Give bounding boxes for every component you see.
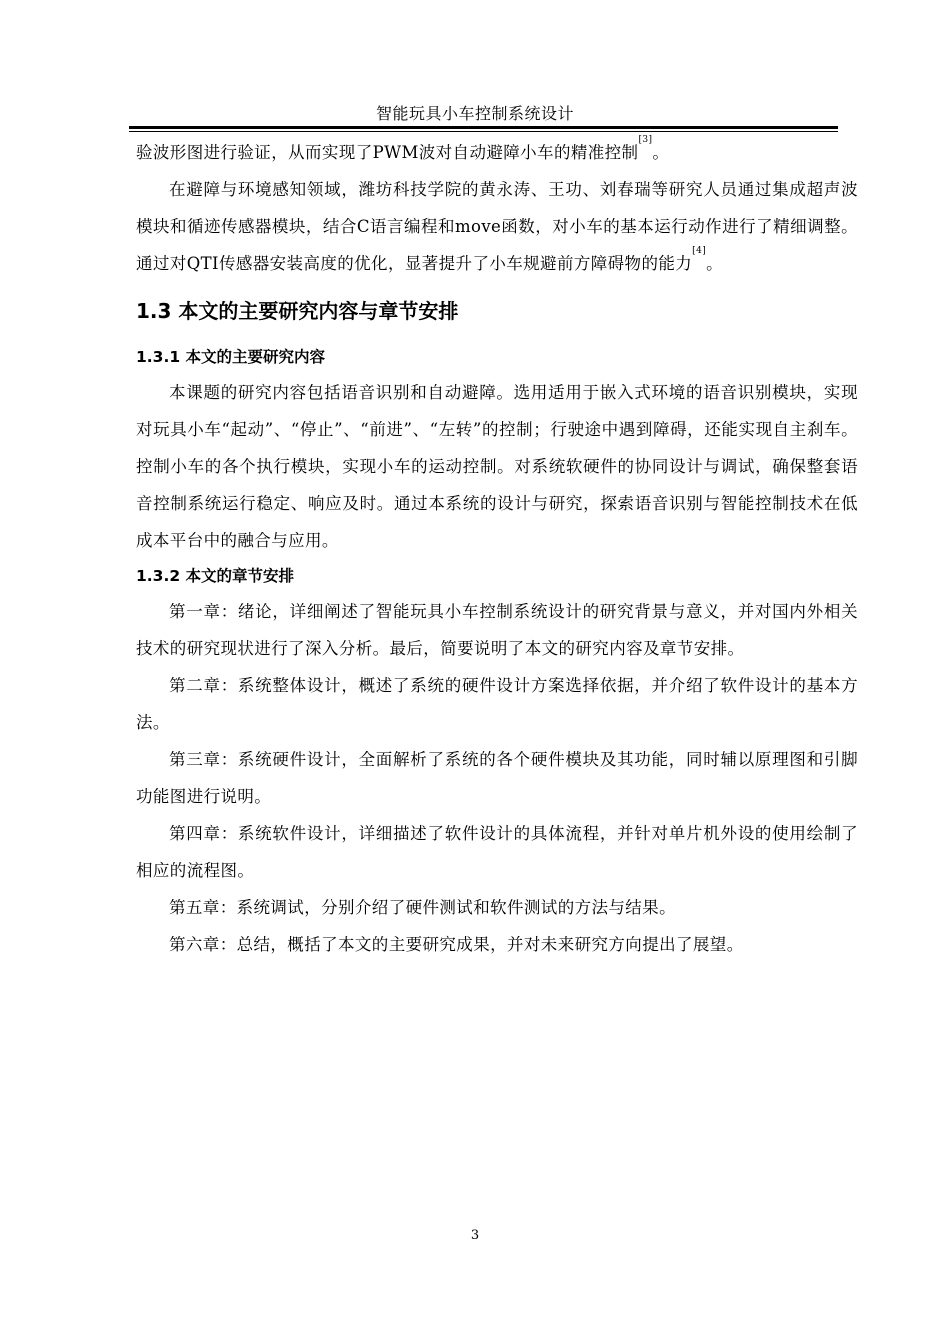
subsection-heading-chapter-arrangement: 1.3.2 本文的章节安排 bbox=[136, 567, 295, 585]
page-body bbox=[136, 134, 858, 963]
citation-marker: [4] bbox=[692, 246, 707, 256]
citation-marker: [3] bbox=[638, 135, 653, 145]
paragraph-tail: 。 bbox=[652, 143, 670, 162]
chapter-summary-5: 第五章：系统调试，分别介绍了硬件测试和软件测试的方法与结果。 bbox=[169, 898, 676, 917]
paragraph-research-content: 本课题的研究内容包括语音识别和自动避障。选用适用于嵌入式环境的语音识别模块，实现对玩具小车“起动”、“停止”、“前进”、“左转”的控制；行驶途中遇到障碍，还能实现自主刹车。控制小车的各个执行模块，实现小车的运动控制。对系统软硬件的协同设计与调试，确保整套语音控制系统运行稳定、响应及时。通过本系统的设计与研究，探索语音识别与智能控制技术在低成本平台中的融合与应用。 bbox=[136, 383, 858, 550]
running-header-title: 智能玩具小车控制系统设计 bbox=[375, 104, 574, 123]
paragraph-obstacle-avoidance bbox=[136, 171, 858, 282]
header-rule-thick bbox=[129, 126, 838, 129]
header-rule-thin bbox=[129, 131, 838, 132]
paragraph-text: 在避障与环境感知领域，潍坊科技学院的黄永涛、王功、刘春瑞等研究人员通过集成超声波模块和循迹传感器模块，结合C语言编程和move函数，对小车的基本运行动作进行了精细调整。通过对QTI传感器安装高度的优化，显著提升了小车规避前方障碍物的能力 bbox=[136, 180, 858, 273]
chapter-summary-3: 第三章：系统硬件设计，全面解析了系统的各个硬件模块及其功能，同时辅以原理图和引脚功能图进行说明。 bbox=[136, 750, 858, 806]
chapter-summary-1: 第一章：绪论，详细阐述了智能玩具小车控制系统设计的研究背景与意义，并对国内外相关技术的研究现状进行了深入分析。最后，简要说明了本文的研究内容及章节安排。 bbox=[136, 602, 858, 658]
subsection-heading-research-content: 1.3.1 本文的主要研究内容 bbox=[136, 348, 326, 366]
chapter-summary-4: 第四章：系统软件设计，详细描述了软件设计的具体流程，并针对单片机外设的使用绘制了相应的流程图。 bbox=[136, 824, 858, 880]
paragraph-text: 验波形图进行验证，从而实现了PWM波对自动避障小车的精准控制 bbox=[136, 143, 639, 162]
section-heading: 1.3 本文的主要研究内容与章节安排 bbox=[136, 299, 459, 323]
chapter-summary-6: 第六章：总结，概括了本文的主要研究成果，并对未来研究方向提出了展望。 bbox=[169, 935, 744, 954]
chapter-summary-2: 第二章：系统整体设计，概述了系统的硬件设计方案选择依据，并介绍了软件设计的基本方法。 bbox=[136, 676, 858, 732]
paragraph-tail: 。 bbox=[706, 254, 724, 273]
paragraph-continuation bbox=[136, 134, 858, 171]
page-number: 3 bbox=[470, 1228, 480, 1243]
